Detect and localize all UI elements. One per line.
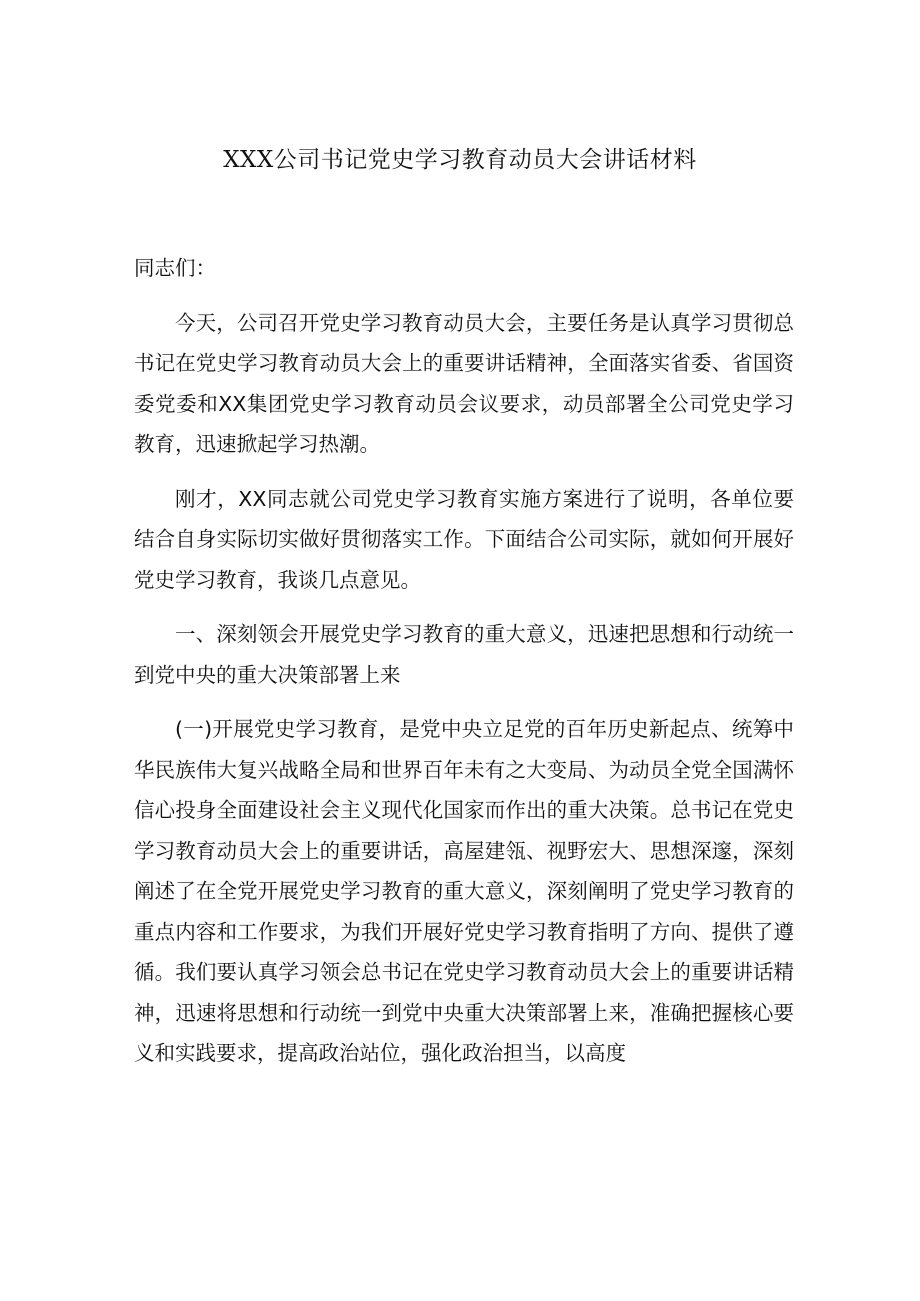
paragraph-explanation: 刚才，XX同志就公司党史学习教育实施方案进行了说明，各单位要结合自身实际切实做好贯彻落实工作。下面结合公司实际，就如何开展好党史学习教育，我谈几点意见。 <box>134 486 794 592</box>
salutation: 同志们： <box>134 256 216 280</box>
document-body <box>134 248 794 1074</box>
section-heading-1: 一、深刻领会开展党史学习教育的重大意义，迅速把思想和行动统一到党中央的重大决策部署上来 <box>134 622 794 687</box>
paragraph-intro: 今天，公司召开党史学习教育动员大会，主要任务是认真学习贯彻总书记在党史学习教育动员大会上的重要讲话精神，全面落实省委、省国资委党委和XX集团党史学习教育动员会议要求，动员部署全公司党史学习教育，迅速掀起学习热潮。 <box>134 310 794 456</box>
document-title: XXX公司书记党史学习教育动员大会讲话材料 <box>223 147 697 173</box>
paragraph-subsection-1: (一)开展党史学习教育，是党中央立足党的百年历史新起点、统筹中华民族伟大复兴战略全局和世界百年未有之大变局、为动员全党全国满怀信心投身全面建设社会主义现代化国家而作出的重大决策。总书记在党史学习教育动员大会上的重要讲话，高屋建瓴、视野宏大、思想深邃，深刻阐述了在全党开展党史学习教育的重大意义，深刻阐明了党史学习教育的重点内容和工作要求，为我们开展好党史学习教育指明了方向、提供了遵循。我们要认真学习领会总书记在党史学习教育动员大会上的重要讲话精神，迅速将思想和行动统一到党中央重大决策部署上来，准确把握核心要义和实践要求，提高政治站位，强化政治担当，以高度 <box>134 717 794 1065</box>
